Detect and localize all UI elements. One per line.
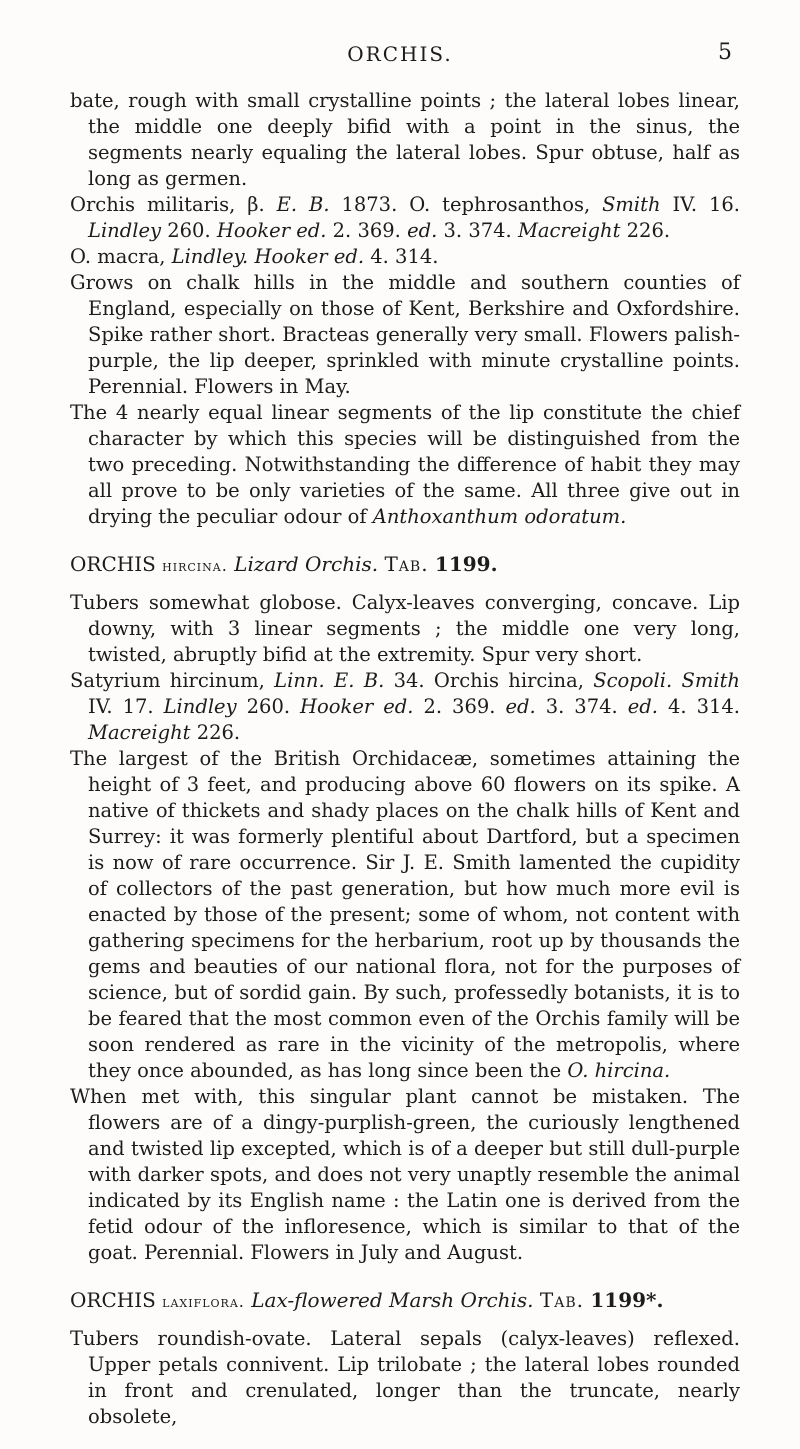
species-heading-hircina: ORCHIS hircina. Lizard Orchis. Tab. 1199.: [70, 552, 498, 576]
running-head: ORCHIS.: [347, 42, 453, 66]
synonymy-militaris: Orchis militaris, β. E. B. 1873. O. tephrosanthos, Smith IV. 16. Lindley 260. Hooker ed. 2. 369. ed. 3. 374. Macreight 226.: [70, 193, 740, 242]
description-continued: bate, rough with small crystalline points ; the lateral lobes linear, the middle one deeply bifid with a point in the sinus, the segments nearly equaling the lateral lobes. Spur obtuse, half as long as germen.: [70, 89, 740, 190]
remarks-paragraph: The 4 nearly equal linear segments of the lip constitute the chief character by which this species will be distinguished from the two preceding. Notwithstanding the difference of habit they may all prove to be only varieties of the same. All three give out in drying the peculiar odour of Anthoxanthum odoratum.: [70, 401, 740, 528]
laxiflora-description: Tubers roundish-ovate. Lateral sepals (calyx-leaves) reflexed. Upper petals connivent. Lip trilobate ; the lateral lobes rounded in front and crenulated, longer than the truncate, nearly obsolete,: [70, 1327, 740, 1428]
synonymy-macra: O. macra, Lindley. Hooker ed. 4. 314.: [70, 245, 439, 268]
synonymy-hircina: Satyrium hircinum, Linn. E. B. 34. Orchis hircina, Scopoli. Smith IV. 17. Lindley 260. Hooker ed. 2. 369. ed. 3. 374. ed. 4. 314. Macreight 226.: [70, 669, 740, 744]
page-number: 5: [718, 40, 732, 65]
hircina-remarks-paragraph: When met with, this singular plant cannot be mistaken. The flowers are of a dingy-purplish-green, the curiously lengthened and twisted lip excepted, which is of a deeper but still dull-purple with darker spots, and does not very unaptly resemble the animal indicated by its English name : the Latin one is derived from the fetid odour of the infloresence, which is similar to that of the goat. Perennial. Flowers in July and August.: [70, 1085, 740, 1264]
species-heading-laxiflora: ORCHIS laxiflora. Lax-flowered Marsh Orchis. Tab. 1199*.: [70, 1288, 664, 1312]
hircina-description: Tubers somewhat globose. Calyx-leaves converging, concave. Lip downy, with 3 linear segments ; the middle one very long, twisted, abruptly bifid at the extremity. Spur very short.: [70, 591, 740, 666]
hircina-habitat-paragraph: The largest of the British Orchidaceæ, sometimes attaining the height of 3 feet, and producing above 60 flowers on its spike. A native of thickets and shady places on the chalk hills of Kent and Surrey: it was formerly plentiful about Dartford, but a specimen is now of rare occurrence. Sir J. E. Smith lamented the cupidity of collectors of the past generation, but how much more evil is enacted by those of the present; some of whom, not content with gathering specimens for the herbarium, root up by thousands the gems and beauties of our national flora, not for the purposes of science, but of sordid gain. By such, professedly botanists, it is to be feared that the most common even of the Orchis family will be soon rendered as rare in the vicinity of the metropolis, where they once abounded, as has long since been the O. hircina.: [70, 747, 740, 1082]
body-text: [70, 88, 740, 1430]
habitat-paragraph: Grows on chalk hills in the middle and southern counties of England, especially on those of Kent, Berkshire and Oxfordshire. Spike rather short. Bracteas generally very small. Flowers palish-purple, the lip deeper, sprinkled with minute crystalline points. Perennial. Flowers in May.: [70, 271, 740, 398]
